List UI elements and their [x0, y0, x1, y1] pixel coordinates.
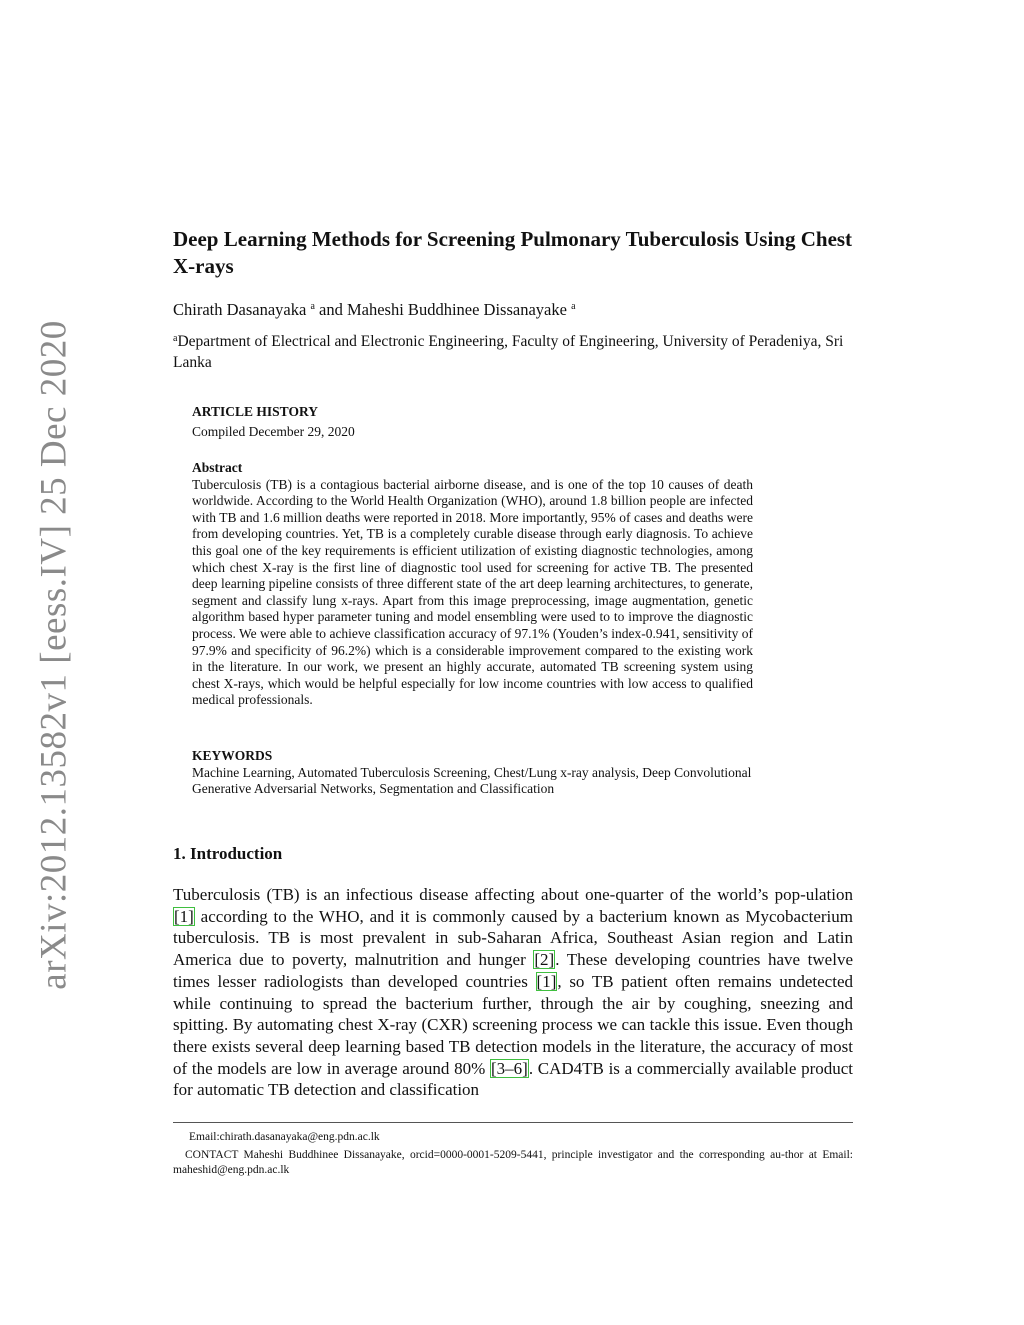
intro-text: according to the WHO, and it is commonly caused by a bacterium known as Mycobacterium tuberculosis. TB is most prevalent in sub-Saharan Africa, Southeast Asian region and Latin America due to poverty, malnutrition and hunger — [173, 906, 853, 970]
citation-link[interactable]: [1] — [174, 906, 194, 926]
arxiv-stamp: arXiv:2012.13582v1 [eess.IV] 25 Dec 2020 — [33, 320, 75, 990]
affiliation-marker: a — [571, 301, 576, 312]
intro-text: . These developing countries have twelve times lesser radiologists than developed countries — [173, 950, 853, 991]
paper-title: Deep Learning Methods for Screening Pulmonary Tuberculosis Using Chest X-rays — [173, 227, 853, 278]
affiliation-text: Department of Electrical and Electronic Engineering, Faculty of Engineering, University of Peradeniya, Sri Lanka — [173, 333, 844, 371]
section-heading: 1. Introduction — [173, 844, 283, 863]
author-name: Maheshi Buddhinee Dissanayake — [346, 300, 567, 319]
affiliation — [173, 331, 853, 373]
abstract-text: Tuberculosis (TB) is a contagious bacterial airborne disease, and is one of the top 10 causes of death worldwide. According to the World Health Organization (WHO), around 1.8 billion people are infected with TB and 1.6 million deaths were reported in 2018. More importantly, 95% of cases and deaths were from developing countries. Yet, TB is a completely curable disease through early diagnosis. To achieve this goal one of the key requirements is efficient utilization of existing diagnostic technologies, among which chest X-ray is the first line of diagnostic tool used for screening for active TB. The presented deep learning pipeline consists of three different state of the art deep learning architectures, to generate, segment and classify lung x-rays. Apart from this image preprocessing, image augmentation, genetic algorithm based hyper parameter tuning and model ensembling were used to to improve the diagnostic process. We were able to achieve classification accuracy of 97.1% (Youden’s index-0.941, sensitivity of 97.9% and specificity of 96.2%) which is a considerable improvement compared to the existing work in the literature. In our work, we present an highly accurate, automated TB screening system using chest X-rays, which would be helpful especially for low income countries with low access to qualified medical professionals. — [192, 476, 753, 708]
author-line — [173, 300, 853, 320]
introduction-paragraph — [173, 884, 853, 1101]
footnote-email: Email:chirath.dasanayaka@eng.pdn.ac.lk — [189, 1131, 380, 1143]
citation-link[interactable]: [3–6] — [491, 1058, 528, 1078]
intro-text: , so TB patient often remains undetected while continuing to spread the bacterium further, through the air by coughing, sneezing and spitting. By automating chest X-ray (CXR) screening process we can tackle this issue. Even though there exists several deep learning based TB detection models in the literature, the accuracy of most of the models are low in average around 80% — [173, 971, 853, 1078]
author-connector: and — [314, 300, 347, 319]
keywords — [192, 748, 753, 798]
affiliation-marker: a — [173, 333, 178, 344]
affiliation-marker: a — [310, 301, 315, 312]
intro-text: Tuberculosis (TB) is an infectious disease affecting about one-quarter of the world’s pop-ulation — [173, 885, 853, 904]
citation-link[interactable]: [2] — [534, 950, 555, 970]
citation-link[interactable]: [1] — [536, 971, 557, 991]
footnote-contact: CONTACT Maheshi Buddhinee Dissanayake, orcid=0000-0001-5209-5441, principle investigator and the corresponding au-thor at Email: maheshid@eng.pdn.ac.lk — [173, 1149, 853, 1176]
intro-text: . CAD4TB is a commercially available product for automatic TB detection and classification — [173, 1058, 853, 1100]
article-history — [192, 402, 753, 442]
abstract-heading: Abstract — [192, 460, 243, 475]
footnote-rule — [173, 1122, 853, 1123]
abstract — [192, 460, 753, 709]
author-name: Chirath Dasanayaka — [173, 300, 307, 319]
compiled-date: Compiled December 29, 2020 — [192, 424, 355, 439]
article-history-heading: ARTICLE HISTORY — [192, 404, 318, 419]
keywords-heading: KEYWORDS — [192, 748, 273, 763]
keywords-text: Machine Learning, Automated Tuberculosis Screening, Chest/Lung x-ray analysis, Deep Convolutional Generative Adversarial Networks, Segmentation and Classification — [192, 764, 752, 797]
